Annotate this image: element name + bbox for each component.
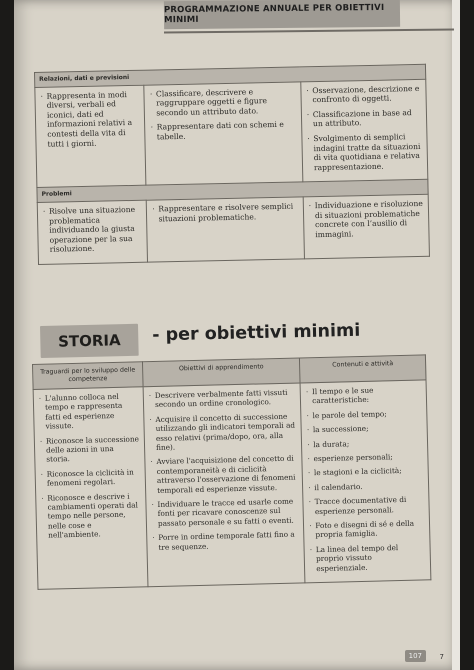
section-label: Relazioni, dati e previsioni: [35, 64, 426, 87]
table-cell: [33, 387, 148, 590]
page-number: 107: [405, 650, 426, 662]
list-item: · Osservazione, descrizione e confronto di oggetti.: [306, 84, 421, 106]
storia-table: [32, 354, 431, 590]
page-side-mark: 7: [439, 653, 444, 661]
list-item: · le parole del tempo;: [306, 408, 421, 420]
table-cell: [301, 79, 428, 182]
list-item: · Rappresentare dati con schemi e tabelle.: [151, 120, 297, 142]
storia-badge: STORIA: [40, 324, 139, 358]
table-cell: [143, 383, 305, 587]
header-rule: [164, 28, 454, 33]
list-item: · L'alunno colloca nel tempo e rappresenta fatti ed esperienze vissute.: [39, 391, 139, 431]
list-item: · il calendario.: [308, 480, 423, 492]
list-item: · La linea del tempo del proprio vissuto esperienziale.: [310, 542, 425, 573]
list-item: · Avviare l'acquisizione del concetto di contemporaneità e di ciclicità attraverso l'osservazione di fenomeni temporali ed esperienze vissute.: [150, 454, 297, 495]
table-cell: [147, 197, 305, 262]
table-cell: [300, 380, 431, 583]
list-item: · Individuare le tracce ed usarle come fonti per ricavare conoscenze sul passato personale e su fatti o eventi.: [151, 497, 298, 529]
list-item: · Tracce documentative di esperienze personali.: [309, 495, 424, 517]
header-title: PROGRAMMAZIONE ANNUALE PER OBIETTIVI MINIMI: [163, 2, 385, 26]
list-item: · la durata;: [307, 437, 422, 449]
list-item: · Rappresentare e risolvere semplici situazioni problematiche.: [152, 201, 298, 223]
list-item: · Rappresenta in modi diversi, verbali ed iconici, dati ed informazioni relativi a contesti della vita di tutti i giorni.: [40, 89, 140, 149]
list-item: · Il tempo e le sue caratteristiche:: [306, 385, 421, 407]
list-item: · Svolgimento di semplici indagini tratte da situazioni di vita quotidiana e relativa rappresentazione.: [307, 132, 422, 173]
list-item: · Descrivere verbalmente fatti vissuti secondo un ordine cronologico.: [149, 388, 296, 410]
list-item: · Riconosce la successione delle azioni in una storia.: [40, 434, 140, 465]
section-label: Problemi: [37, 180, 428, 203]
list-item: · Classificazione in base ad un attributo.: [307, 108, 422, 130]
table-cell: [35, 85, 147, 188]
list-item: · Classificare, descrivere e raggruppare oggetti e figure secondo un attributo dato.: [150, 86, 296, 118]
page-header: [164, 0, 400, 29]
list-item: · Porre in ordine temporale fatti fino a tre sequenze.: [152, 530, 299, 552]
list-item: · le stagioni e la ciclicità;: [308, 466, 423, 478]
list-item: · Riconosce la ciclicità in fenomeni regolari.: [41, 467, 140, 488]
table-cell: [37, 200, 148, 264]
column-header: Obiettivi di apprendimento: [143, 358, 301, 387]
list-item: · Foto e disegni di sé e della propria famiglia.: [309, 519, 424, 541]
list-item: · Acquisire il concetto di successione utilizzando gli indicatori temporali ad esso relativi (prima/dopo, ora, alla fine).: [149, 411, 296, 452]
book-page: [14, 0, 460, 670]
list-item: · esperienze personali;: [308, 452, 423, 464]
page-edge: [452, 0, 460, 670]
list-item: · Individuazione e risoluzione di situazioni problematiche concrete con l’ausilio di immagini.: [309, 199, 424, 240]
list-item: · Riconosce e descrive i cambiamenti operati dal tempo nelle persone, nelle cose e nell'ambiente.: [41, 491, 141, 540]
table-cell: [303, 194, 429, 259]
column-header: Contenuti e attività: [300, 355, 426, 383]
storia-subtitle: - per obiettivi minimi: [152, 320, 361, 346]
column-header: Traguardi per lo sviluppo delle competenze: [33, 362, 144, 390]
list-item: · la successione;: [307, 423, 422, 435]
list-item: · Risolve una situazione problematica individuando la giusta operazione per la sua risoluzione.: [43, 205, 142, 255]
table-cell: [144, 82, 302, 186]
top-table: [34, 64, 430, 265]
